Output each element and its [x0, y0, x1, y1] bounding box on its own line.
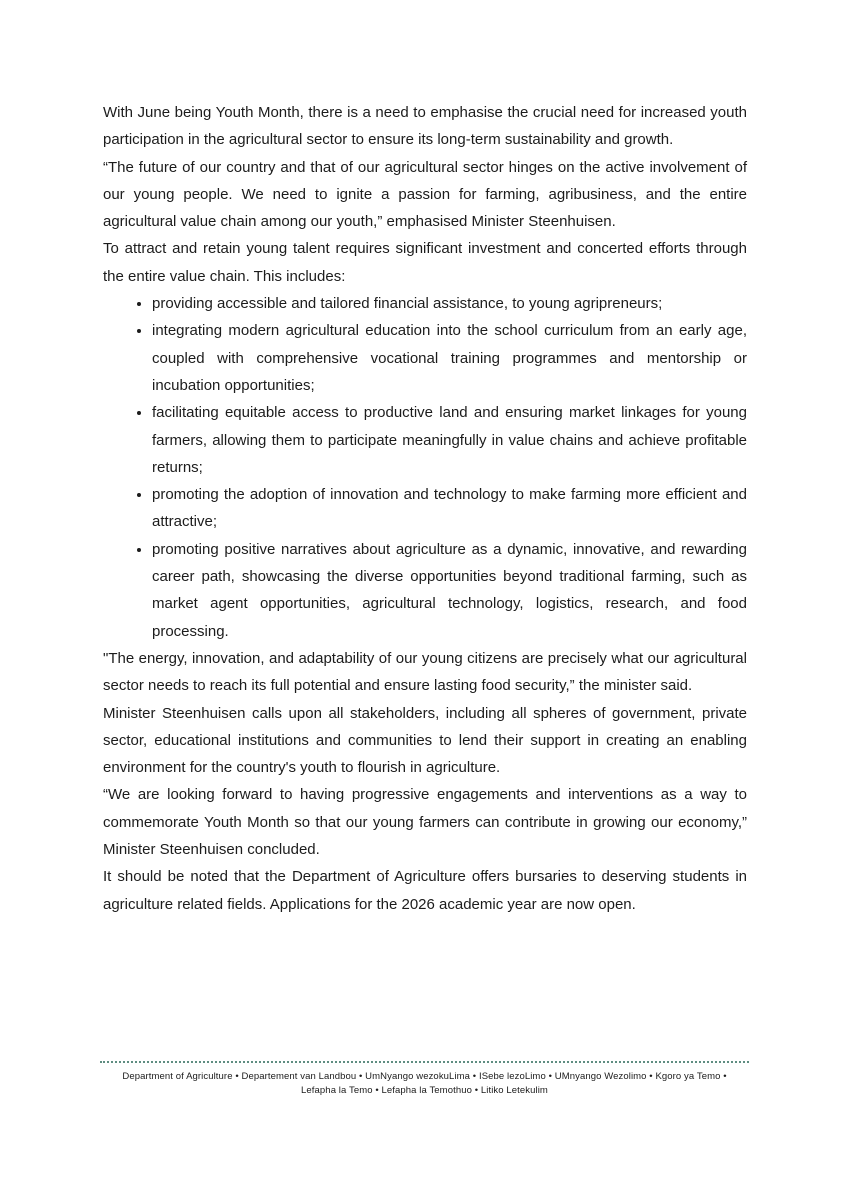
paragraph-bursaries-note: It should be noted that the Department of Agriculture offers bursaries to deserving students in agriculture related fields. Applications for the 2026 academic year are now open.	[103, 868, 747, 913]
paragraph-energy-quote: "The energy, innovation, and adaptability of our young citizens are precisely what our agricultural sector needs to reach its full potential and ensure lasting food security,” the minister said.	[103, 649, 747, 695]
list-item-financial-assistance: • providing accessible and tailored financial assistance, to young agripreneurs;	[152, 290, 747, 317]
list-item-land-access: • facilitating equitable access to productive land and ensuring market linkages for young farmers, allowing them to participate meaningfully in value chains and achieve profitable returns;	[152, 399, 747, 481]
paragraph-attract-talent: To attract and retain young talent requires significant investment and concerted efforts through the entire value chain. This includes:	[103, 240, 747, 285]
page-footer	[100, 1061, 749, 1098]
document-body	[103, 99, 747, 918]
footer-line-1: Department of Agriculture • Departement van Landbou • UmNyango wezokuLima • ISebe lezoLimo • UMnyango Wezolimo • Kgoro ya Temo •	[122, 1071, 727, 1082]
paragraph-youth-month: With June being Youth Month, there is a need to emphasise the crucial need for increased youth participation in the agricultural sector to ensure its long-term sustainability and growth.	[103, 104, 747, 149]
footer-department-names	[100, 1070, 749, 1098]
paragraph-stakeholders: Minister Steenhuisen calls upon all stakeholders, including all spheres of government, private sector, educational institutions and communities to lend their support in creating an enabling environment for the country's youth to flourish in agriculture.	[103, 704, 747, 777]
bullet-list	[103, 290, 747, 645]
footer-divider	[100, 1061, 749, 1063]
footer-line-2: Lefapha la Temo • Lefapha la Temothuo • Litiko Letekulim	[301, 1085, 548, 1096]
list-item-education: • integrating modern agricultural education into the school curriculum from an early age, coupled with comprehensive vocational training programmes and mentorship or incubation opportunities;	[152, 317, 747, 399]
paragraph-engagements-quote: “We are looking forward to having progressive engagements and interventions as a way to commemorate Youth Month so that our young farmers can contribute in growing our economy,” Minister Steenhuisen concluded.	[103, 786, 747, 859]
paragraph-minister-quote-future: “The future of our country and that of our agricultural sector hinges on the active involvement of our young people. We need to ignite a passion for farming, agribusiness, and the entire agricultural value chain among our youth,” emphasised Minister Steenhuisen.	[103, 158, 747, 231]
list-item-positive-narratives: • promoting positive narratives about agriculture as a dynamic, innovative, and rewarding career path, showcasing the diverse opportunities beyond traditional farming, such as market agent opportunities, agricultural technology, logistics, research, and food processing.	[152, 536, 747, 645]
list-item-innovation: • promoting the adoption of innovation and technology to make farming more efficient and attractive;	[152, 481, 747, 536]
